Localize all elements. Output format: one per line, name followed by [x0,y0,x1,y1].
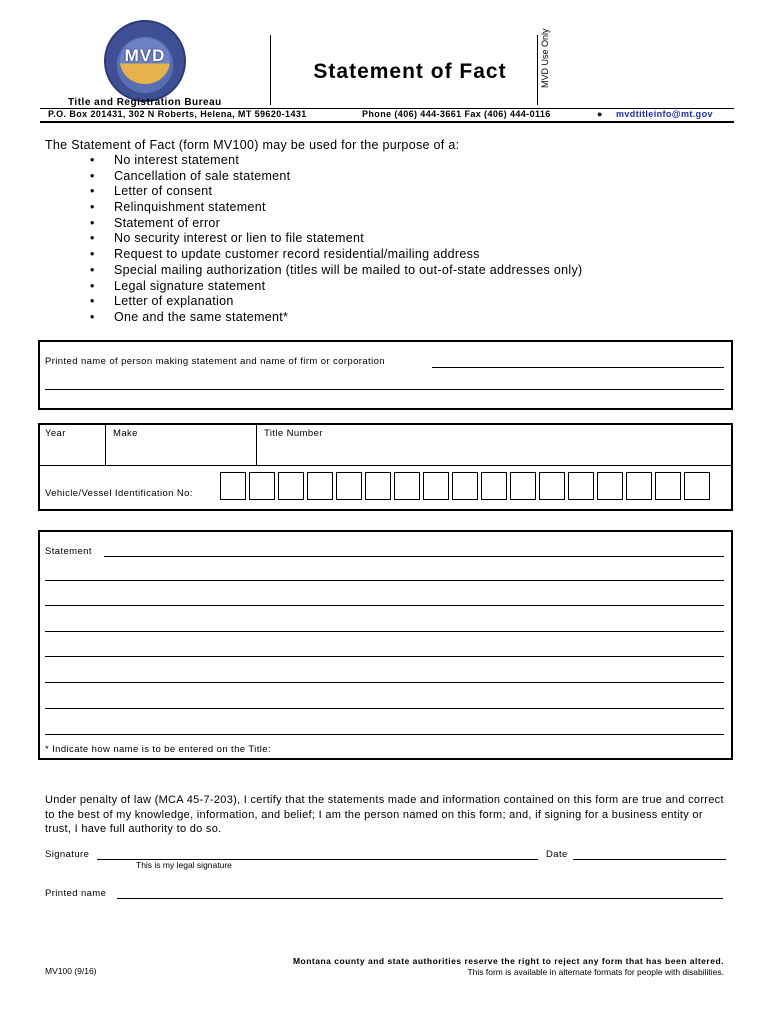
vin-label: Vehicle/Vessel Identification No: [45,488,193,499]
purpose-list [90,153,582,326]
printed-name-field[interactable] [117,898,723,899]
year-make-divider [105,425,106,465]
statement-line[interactable] [45,734,724,735]
vin-character-box[interactable] [539,472,565,500]
mvd-logo [104,20,186,102]
logo-text: MVD [124,46,166,65]
bullet-icon: ● [597,109,603,119]
vin-character-box[interactable] [568,472,594,500]
signature-note: This is my legal signature [136,860,232,870]
printed-name-label: Printed name of person making statement and name of firm or corporation [45,356,385,367]
vin-character-box[interactable] [626,472,652,500]
vin-character-box[interactable] [597,472,623,500]
accessibility-notice: This form is available in alternate formats for people with disabilities. [467,967,724,977]
email-link[interactable]: mvdtitleinfo@mt.gov [616,109,713,119]
statement-line[interactable] [45,682,724,683]
statement-line[interactable] [45,631,724,632]
list-item: • Special mailing authorization (titles will be mailed to out-of-state addresses only) [90,263,582,279]
vin-character-box[interactable] [394,472,420,500]
statement-line[interactable] [45,708,724,709]
year-field[interactable] [41,426,104,464]
vin-character-box[interactable] [220,472,246,500]
vin-character-box[interactable] [510,472,536,500]
list-item: • Cancellation of sale statement [90,169,582,185]
vin-character-box[interactable] [684,472,710,500]
date-field[interactable] [573,859,726,860]
certification-text: Under penalty of law (MCA 45-7-203), I certify that the statements made and information contained on this form are true and correct to the best of my knowledge, information, and belief; I am the person named on this form; and, if signing for a business entity or trust, I have full authority to do so. [45,794,724,835]
bureau-name: Title and Registration Bureau [68,97,222,108]
name-field-line-1[interactable] [432,367,724,368]
vin-character-box[interactable] [481,472,507,500]
list-item: • Statement of error [90,216,582,232]
header-divider-left [270,35,271,105]
vin-character-box[interactable] [655,472,681,500]
statement-line[interactable] [104,556,724,557]
list-item: • Letter of explanation [90,294,582,310]
statement-line[interactable] [45,605,724,606]
alteration-notice: Montana county and state authorities reserve the right to reject any form that has been altered. [292,956,724,966]
list-item: • Request to update customer record residential/mailing address [90,247,582,263]
vin-character-box[interactable] [336,472,362,500]
page-title: Statement of Fact [313,60,507,83]
form-id: MV100 (9/16) [45,966,97,976]
make-field[interactable] [107,426,255,464]
list-item: • Relinquishment statement [90,200,582,216]
list-item: • One and the same statement* [90,310,582,326]
make-title-divider [256,425,257,465]
statement-line[interactable] [45,656,724,657]
statement-line[interactable] [45,580,724,581]
printed-name-label-bottom: Printed name [45,888,107,899]
title-number-field[interactable] [258,426,730,464]
list-item: • Letter of consent [90,184,582,200]
title-number-label: Title Number [264,428,323,439]
vin-character-box[interactable] [365,472,391,500]
vin-character-box[interactable] [307,472,333,500]
list-item: • No security interest or lien to file statement [90,231,582,247]
footnote-text: * Indicate how name is to be entered on the Title: [45,744,271,755]
vin-character-box[interactable] [249,472,275,500]
vehicle-divider [40,465,731,466]
mailing-address: P.O. Box 201431, 302 N Roberts, Helena, MT 59620-1431 [48,109,307,119]
intro-text: The Statement of Fact (form MV100) may be used for the purpose of a: [45,138,460,152]
year-label: Year [45,428,66,439]
statement-box [38,530,733,760]
list-item: • No interest statement [90,153,582,169]
statement-label: Statement [45,546,92,557]
address-bar [40,108,734,123]
name-field-line-2[interactable] [45,389,724,390]
vin-character-box[interactable] [423,472,449,500]
mvd-use-only-label: MVD Use Only [540,28,550,88]
vin-character-box[interactable] [278,472,304,500]
signature-label: Signature [45,849,90,860]
vin-character-box[interactable] [452,472,478,500]
list-item: • Legal signature statement [90,279,582,295]
date-label: Date [546,849,568,860]
name-box [38,340,733,410]
phone-fax: Phone (406) 444-3661 Fax (406) 444-0116 [362,109,551,119]
header-divider-right [537,35,538,105]
make-label: Make [113,428,138,439]
